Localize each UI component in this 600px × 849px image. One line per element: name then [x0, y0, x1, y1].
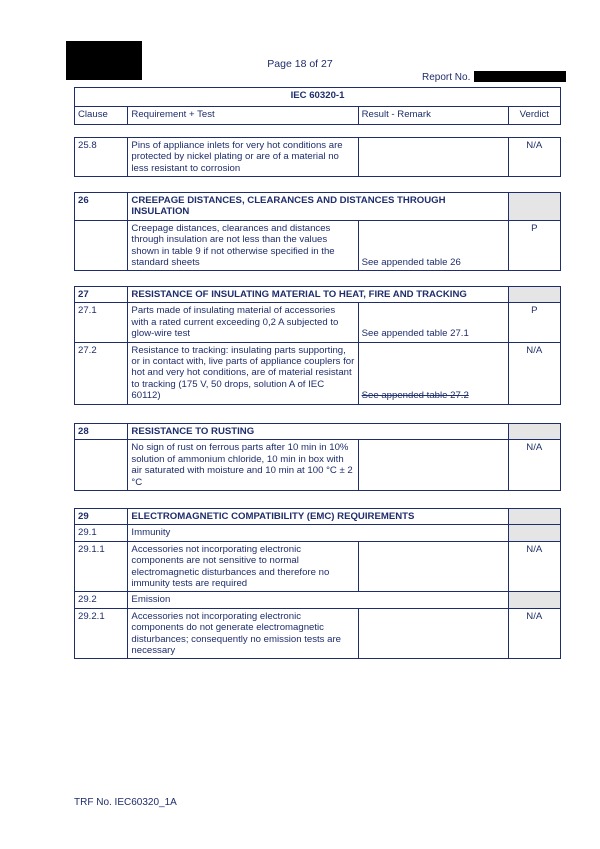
- col-header-result: Result - Remark: [358, 107, 508, 125]
- requirement-cell: Pins of appliance inlets for very hot conditions are protected by nickel plating or are of a material no less resistant to corrosion: [128, 138, 358, 177]
- section-heading-row: [75, 424, 561, 440]
- result-cell: See appended table 27.2: [358, 342, 508, 404]
- table-row: [75, 440, 561, 491]
- result-cell: [358, 138, 508, 177]
- clause-cell: [75, 220, 128, 271]
- requirement-cell: Parts made of insulating material of accessories with a rated current exceeding 0,2 A subjected to glow-wire test: [128, 303, 358, 342]
- subsection-row: [75, 592, 561, 608]
- verdict-cell: [508, 592, 560, 608]
- clause-cell: 27.1: [75, 303, 128, 342]
- section-title: RESISTANCE OF INSULATING MATERIAL TO HEAT, FIRE AND TRACKING: [128, 287, 508, 303]
- section-title: ELECTROMAGNETIC COMPATIBILITY (EMC) REQUIREMENTS: [128, 509, 508, 525]
- section-clause: 28: [75, 424, 128, 440]
- section-clause: 27: [75, 287, 128, 303]
- verdict-cell: [508, 193, 560, 221]
- subsection-title: Immunity: [128, 525, 508, 541]
- col-header-requirement: Requirement + Test: [128, 107, 358, 125]
- verdict-cell: P: [508, 303, 560, 342]
- clause-cell: [75, 440, 128, 491]
- verdict-cell: N/A: [508, 138, 560, 177]
- verdict-cell: [508, 509, 560, 525]
- col-header-verdict: Verdict: [508, 107, 560, 125]
- section-heading-row: [75, 193, 561, 221]
- section-27-table: [74, 286, 561, 405]
- result-cell: [358, 608, 508, 659]
- verdict-cell: N/A: [508, 608, 560, 659]
- section-clause: 26: [75, 193, 128, 221]
- table-row: [75, 138, 561, 177]
- result-cell: See appended table 27.1: [358, 303, 508, 342]
- clause-cell: 25.8: [75, 138, 128, 177]
- result-cell: [358, 541, 508, 592]
- table-row: [75, 220, 561, 271]
- requirement-cell: Accessories not incorporating electronic components are not sensitive to normal electromagnetic disturbances and therefore no immunity tests are required: [128, 541, 358, 592]
- subsection-row: [75, 525, 561, 541]
- section-title: CREEPAGE DISTANCES, CLEARANCES AND DISTANCES THROUGH INSULATION: [128, 193, 508, 221]
- section-heading-row: [75, 509, 561, 525]
- subsection-title: Emission: [128, 592, 508, 608]
- verdict-cell: N/A: [508, 440, 560, 491]
- clause-cell: 29.1: [75, 525, 128, 541]
- requirement-cell: No sign of rust on ferrous parts after 10 min in 10% solution of ammonium chloride, 10 min in box with air saturated with moisture and 10 min at 100 °C ± 2 °C: [128, 440, 358, 491]
- verdict-cell: [508, 525, 560, 541]
- section-29-table: [74, 508, 561, 659]
- requirement-cell: Accessories not incorporating electronic components do not generate electromagnetic disturbances; consequently no emission tests are necessary: [128, 608, 358, 659]
- section-title: RESISTANCE TO RUSTING: [128, 424, 508, 440]
- header-table: [74, 87, 561, 125]
- standard-title: IEC 60320-1: [75, 88, 561, 107]
- clause-cell: 29.2: [75, 592, 128, 608]
- requirement-cell: Creepage distances, clearances and distances through insulation are not less than the values shown in table 9 if not otherwise specified in the standard sheets: [128, 220, 358, 271]
- col-header-clause: Clause: [75, 107, 128, 125]
- clause-cell: 29.2.1: [75, 608, 128, 659]
- section-25-table: [74, 137, 561, 177]
- verdict-cell: P: [508, 220, 560, 271]
- section-heading-row: [75, 287, 561, 303]
- verdict-cell: N/A: [508, 342, 560, 404]
- clause-cell: 29.1.1: [75, 541, 128, 592]
- page-number: Page 18 of 27: [267, 58, 333, 70]
- section-26-table: [74, 192, 561, 271]
- table-row: [75, 541, 561, 592]
- result-cell: See appended table 26: [358, 220, 508, 271]
- table-row: [75, 608, 561, 659]
- table-row: [75, 342, 561, 404]
- clause-cell: 27.2: [75, 342, 128, 404]
- report-number-label: Report No.: [422, 72, 471, 83]
- verdict-cell: [508, 287, 560, 303]
- section-clause: 29: [75, 509, 128, 525]
- requirement-cell: Resistance to tracking: insulating parts supporting, or in contact with, live parts of appliance couplers for hot and very hot conditions, are of material resistant to tracking (175 V, 50 drops, solution A of IEC 60112): [128, 342, 358, 404]
- table-row: [75, 303, 561, 342]
- report-number-redacted: [474, 71, 566, 82]
- trf-number: TRF No. IEC60320_1A: [74, 797, 177, 808]
- verdict-cell: N/A: [508, 541, 560, 592]
- section-28-table: [74, 423, 561, 491]
- result-cell: [358, 440, 508, 491]
- verdict-cell: [508, 424, 560, 440]
